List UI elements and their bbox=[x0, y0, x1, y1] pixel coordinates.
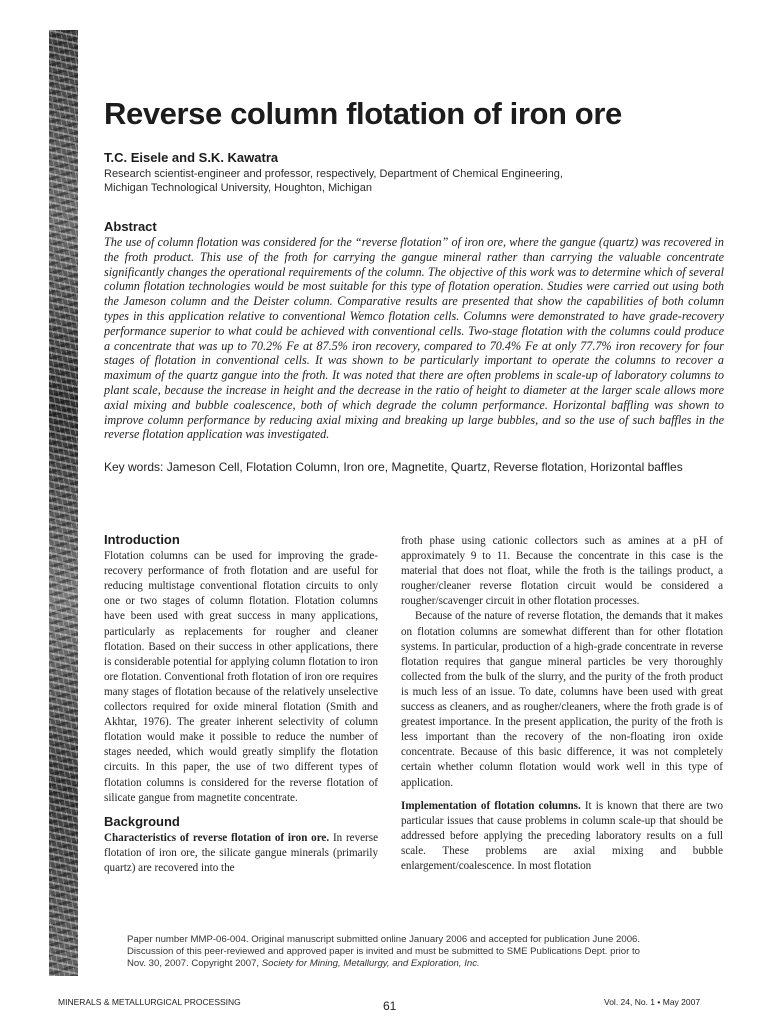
introduction-paragraph: Flotation columns can be used for improving the grade-recovery performance of froth flotation and are useful for reducing multistage conventional flotation circuits to only one or two stages of column flotation. Flotation columns have been used with great success in many applications, particularly as replacements for rougher and cleaner flotation. Based on their success in other applications, there is considerable potential for applying column flotation to iron ore flotation. Conventional froth flotation of iron ore requires many stages of flotation because of the relatively unselective collectors required for oxide mineral flotation (Smith and Akhtar, 1976). The greater inherent selectivity of column flotation would make it possible to reduce the number of stages needed, which would greatly simplify the flotation circuits. In this paper, the use of two different types of flotation columns is considered for the reverse flotation of silicate gangue from magnetite concentrate. bbox=[104, 550, 378, 804]
footnote-line: Discussion of this peer-reviewed and approved paper is invited and must be submitted to SME Publications Dept. prior to bbox=[127, 946, 640, 957]
background-heading: Background bbox=[104, 813, 180, 829]
background-paragraph bbox=[104, 831, 378, 876]
right-column bbox=[401, 534, 723, 874]
journal-name: MINERALS & METALLURGICAL PROCESSING bbox=[58, 997, 241, 1007]
implementation-paragraph bbox=[401, 799, 723, 874]
keywords: Key words: Jameson Cell, Flotation Column, Iron ore, Magnetite, Quartz, Reverse flotation, Horizontal baffles bbox=[104, 460, 683, 474]
decorative-texture-strip bbox=[49, 30, 78, 976]
introduction-heading: Introduction bbox=[104, 532, 180, 547]
left-column bbox=[104, 532, 378, 876]
abstract-heading: Abstract bbox=[104, 219, 157, 234]
article-title: Reverse column flotation of iron ore bbox=[104, 96, 622, 131]
footnote-line: Paper number MMP-06-004. Original manuscript submitted online January 2006 and accepted for publication June 2006. bbox=[127, 934, 641, 945]
body-paragraph: Because of the nature of reverse flotation, the demands that it makes on flotation columns are somewhat different than for other flotation systems. In particular, production of a high-grade concentrate in reverse flotation requires that gangue mineral particles be very thoroughly collected from the bulk of the slurry, and the purity of the froth product is much less of an issue. To date, columns have been used with great success as cleaners, and as rougher/cleaners, where the froth grade is of greatest importance. In the present application, the purity of the froth is less important than the recovery of the non-floating iron oxide concentrate. Because of this basic difference, it was not completely certain whether column flotation would work well in this type of application. bbox=[401, 610, 723, 789]
footnote-line bbox=[127, 958, 717, 970]
footnote-text: Nov. 30, 2007. Copyright 2007, bbox=[127, 958, 262, 969]
page-number: 61 bbox=[383, 999, 397, 1013]
footnote bbox=[127, 934, 717, 970]
volume-info: Vol. 24, No. 1 • May 2007 bbox=[604, 997, 701, 1007]
body-paragraph: froth phase using cationic collectors such as amines at a pH of approximately 9 to 11. Because the concentrate in this case is the material that does not float, while the froth is the tailings product, a rougher/cleaner reverse flotation circuit would be considered a rougher/scavenger circuit in other flotation processes. bbox=[401, 535, 723, 608]
background-subheading: Characteristics of reverse flotation of iron ore. bbox=[104, 831, 330, 844]
implementation-subheading: Implementation of flotation columns. bbox=[401, 799, 581, 812]
abstract-text: The use of column flotation was considered for the “reverse flotation” of iron ore, where the gangue (quartz) was recovered in the froth product. This use of the froth for carrying the gangue mineral rather than carrying the valuable concentrate significantly changes the operational requirements of the column. The objective of this work was to determine which of several column flotation technologies would be most suitable for this type of flotation operation. Studies were carried out using both the Jameson column and the Deister column. Comparative results are presented that show the capabilities of both column types in this application relative to conventional Wemco flotation cells. Columns were demonstrated to have grade-recovery performance superior to what could be achieved with conventional cells. Two-stage flotation with the columns could produce a concentrate that was up to 70.2% Fe at 87.5% iron recovery, compared to 70.4% Fe at only 77.7% iron recovery for four stages of flotation in conventional cells. It was shown to be particularly important to operate the columns to recover a maximum of the quartz gangue into the froth. It was noted that there are often problems in scale-up of laboratory columns to plant scale, because the increase in height and the decrease in the ratio of height to diameter at the larger scale allows more axial mixing and bubble coalescence, both of which degrade the column performance. Horizontal baffling was shown to improve column performance by reducing axial mixing and breaking up large bubbles, and so the use of such baffles in the reverse flotation application was investigated. bbox=[104, 235, 724, 442]
affiliation-line: Research scientist-engineer and professor, respectively, Department of Chemical Engineering, bbox=[104, 168, 563, 180]
background-text: In reverse flotation of iron ore, the silicate gangue minerals (primarily quartz) are recovered into the bbox=[104, 831, 378, 874]
implementation-text: It is known that there are two particular issues that cause problems in column scale-up that should be addressed before applying the preceding laboratory results on a full scale. These problems are axial mixing and bubble enlargement/coalescence. In most flotation bbox=[401, 799, 723, 872]
society-name: Society for Mining, Metallurgy, and Exploration, Inc. bbox=[261, 958, 480, 969]
affiliation bbox=[104, 167, 664, 195]
affiliation-line: Michigan Technological University, Houghton, Michigan bbox=[104, 182, 373, 194]
authors: T.C. Eisele and S.K. Kawatra bbox=[104, 150, 279, 165]
